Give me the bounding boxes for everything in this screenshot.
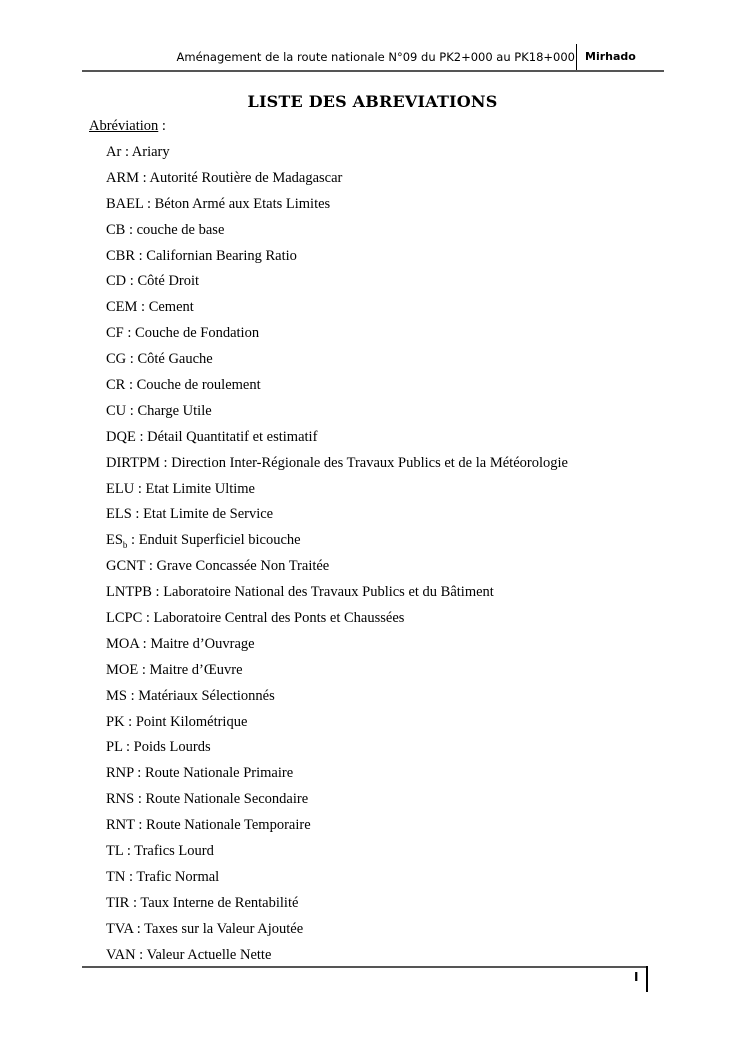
abbreviation-item: DQE : Détail Quantitatif et estimatif (106, 428, 318, 445)
abbreviation-code: MS (106, 687, 127, 704)
abbreviation-code: ARM (106, 169, 140, 186)
abbreviation-item: $ES_b$ : Enduit Superficiel bicouche (106, 532, 301, 551)
abbreviation-item: CEM : Cement (106, 299, 194, 316)
abbreviation-meaning: Taxes sur la Valeur Ajoutée (144, 920, 304, 937)
abbreviation-item: Ar : Ariary (106, 144, 170, 160)
abbreviation-meaning: Laboratoire Central des Ponts et Chaussées (153, 610, 405, 627)
abbreviation-item: ELU : Etat Limite Ultime (106, 480, 255, 497)
abbreviation-item: ARM : Autorité Routière de Madagascar (106, 169, 343, 186)
abbreviation-code: ELU (106, 480, 135, 497)
header-rule (82, 70, 664, 72)
abbreviation-code: RNT (106, 817, 135, 834)
abbreviation-code: DIRTPM (106, 454, 160, 471)
abbreviation-code: MOE (106, 661, 139, 678)
abbreviation-item: LNTPB : Laboratoire National des Travaux Publics et du Bâtiment (106, 584, 494, 601)
abbreviation-meaning: Ariary (131, 144, 170, 160)
abbreviation-code: LNTPB (106, 584, 152, 601)
abbreviation-item: RNS : Route Nationale Secondaire (106, 791, 309, 808)
abbreviation-item: CR : Couche de roulement (106, 377, 261, 394)
abbreviation-item: GCNT : Grave Concassée Non Traitée (106, 558, 330, 575)
abbreviation-item: CB : couche de base (106, 221, 225, 238)
header-author: Mirhado (585, 50, 636, 63)
abbreviation-code: PK (106, 713, 125, 730)
abbreviation-meaning: Etat Limite de Service (143, 506, 274, 523)
abbreviation-item: MOE : Maitre d’Œuvre (106, 661, 243, 678)
abbreviation-item: RNT : Route Nationale Temporaire (106, 817, 311, 834)
page-number: I (634, 970, 639, 984)
abbreviation-item: CBR : Californian Bearing Ratio (106, 247, 297, 264)
abbreviation-code: CG (106, 351, 127, 368)
abbreviation-code: DQE (106, 428, 136, 445)
abbreviation-meaning: Côté Droit (137, 273, 200, 290)
abbreviation-meaning: Trafic Normal (136, 868, 220, 885)
header-separator (576, 44, 577, 72)
abbreviation-list (106, 142, 568, 971)
abbreviation-meaning: Route Nationale Secondaire (145, 791, 309, 808)
abbreviation-item: CG : Côté Gauche (106, 351, 213, 368)
abbreviation-item: PL : Poids Lourds (106, 739, 211, 756)
abbreviation-code: ELS (106, 506, 132, 523)
abbreviation-item: TVA : Taxes sur la Valeur Ajoutée (106, 920, 304, 937)
abbreviation-code: LCPC (106, 610, 143, 627)
abbreviation-item: TIR : Taux Interne de Rentabilité (106, 894, 299, 911)
abbreviation-meaning: Point Kilométrique (135, 713, 248, 730)
abbreviation-meaning: Autorité Routière de Madagascar (149, 169, 343, 186)
abbreviation-item: VAN : Valeur Actuelle Nette (106, 946, 272, 963)
abbreviation-item: DIRTPM : Direction Inter-Régionale des Travaux Publics et de la Météorologie (106, 454, 568, 471)
section-label-text: Abréviation (89, 118, 159, 134)
abbreviation-code: ES (106, 532, 123, 549)
abbreviation-code: CBR (106, 247, 136, 264)
abbreviation-code: CU (106, 402, 127, 419)
abbreviation-meaning: Valeur Actuelle Nette (146, 946, 272, 963)
abbreviation-meaning: Route Nationale Temporaire (146, 817, 311, 834)
abbreviation-code: MOA (106, 635, 140, 652)
abbreviation-item: PK : Point Kilométrique (106, 713, 248, 730)
abbreviation-meaning: Route Nationale Primaire (144, 765, 294, 782)
abbreviation-code: PL (106, 739, 123, 756)
abbreviation-code: CR (106, 377, 126, 394)
abbreviation-item: CD : Côté Droit (106, 273, 200, 290)
abbreviation-code: TL (106, 843, 124, 860)
abbreviation-code: BAEL (106, 195, 144, 212)
abbreviation-meaning: Couche de roulement (136, 377, 261, 394)
abbreviation-meaning: Laboratoire National des Travaux Publics et du Bâtiment (163, 584, 494, 601)
abbreviation-meaning: Poids Lourds (133, 739, 211, 756)
abbreviation-meaning: Enduit Superficiel bicouche (138, 532, 301, 549)
abbreviation-code: Ar (106, 144, 122, 160)
abbreviation-item: CF : Couche de Fondation (106, 325, 260, 342)
abbreviation-item: CU : Charge Utile (106, 402, 212, 419)
abbreviation-meaning: Californian Bearing Ratio (146, 247, 297, 264)
abbreviation-code: VAN (106, 946, 136, 963)
abbreviation-meaning: Détail Quantitatif et estimatif (147, 428, 318, 445)
abbreviation-item: LCPC : Laboratoire Central des Ponts et Chaussées (106, 610, 405, 627)
abbreviation-item: RNP : Route Nationale Primaire (106, 765, 294, 782)
abbreviation-item: TL : Trafics Lourd (106, 843, 214, 860)
abbreviation-item: ELS : Etat Limite de Service (106, 506, 274, 523)
abbreviation-code: CD (106, 273, 127, 290)
section-label-suffix: : (158, 118, 166, 134)
footer-rule (82, 966, 646, 968)
abbreviation-code: CEM (106, 299, 138, 316)
abbreviation-item: MS : Matériaux Sélectionnés (106, 687, 275, 704)
abbreviation-code: TIR (106, 894, 130, 911)
abbreviation-meaning: Etat Limite Ultime (145, 480, 255, 497)
abbreviation-meaning: Béton Armé aux Etats Limites (154, 195, 331, 212)
abbreviation-code: RNP (106, 765, 134, 782)
abbreviation-meaning: Matériaux Sélectionnés (138, 687, 275, 704)
abbreviation-code: CB (106, 221, 126, 238)
abbreviation-meaning: Taux Interne de Rentabilité (140, 894, 299, 911)
abbreviation-meaning: Cement (148, 299, 194, 316)
abbreviation-item: TN : Trafic Normal (106, 868, 220, 885)
abbreviation-meaning: Direction Inter-Régionale des Travaux Publics et de la Météorologie (171, 454, 568, 471)
abbreviation-meaning: couche de base (136, 221, 225, 238)
abbreviation-meaning: Maitre d’Ouvrage (150, 635, 255, 652)
footer-separator (646, 966, 648, 992)
abbreviation-meaning: Trafics Lourd (134, 843, 214, 860)
abbreviation-item: BAEL : Béton Armé aux Etats Limites (106, 195, 331, 212)
abbreviation-meaning: Charge Utile (137, 402, 212, 419)
page-title: LISTE DES ABREVIATIONS (247, 92, 498, 111)
abbreviation-code: CF (106, 325, 124, 342)
section-label (89, 118, 166, 135)
abbreviation-code: TN (106, 868, 126, 885)
abbreviation-code: GCNT (106, 558, 146, 575)
abbreviation-meaning: Côté Gauche (137, 351, 213, 368)
abbreviation-code: TVA (106, 920, 134, 937)
abbreviation-subscript: b (122, 540, 128, 551)
header-title: Aménagement de la route nationale N°09 du PK2+000 au PK18+000 (176, 50, 575, 64)
abbreviation-meaning: Maitre d’Œuvre (149, 661, 243, 678)
abbreviation-code: RNS (106, 791, 135, 808)
abbreviation-meaning: Grave Concassée Non Traitée (156, 558, 330, 575)
abbreviation-item: MOA : Maitre d’Ouvrage (106, 635, 255, 652)
abbreviation-meaning: Couche de Fondation (135, 325, 260, 342)
